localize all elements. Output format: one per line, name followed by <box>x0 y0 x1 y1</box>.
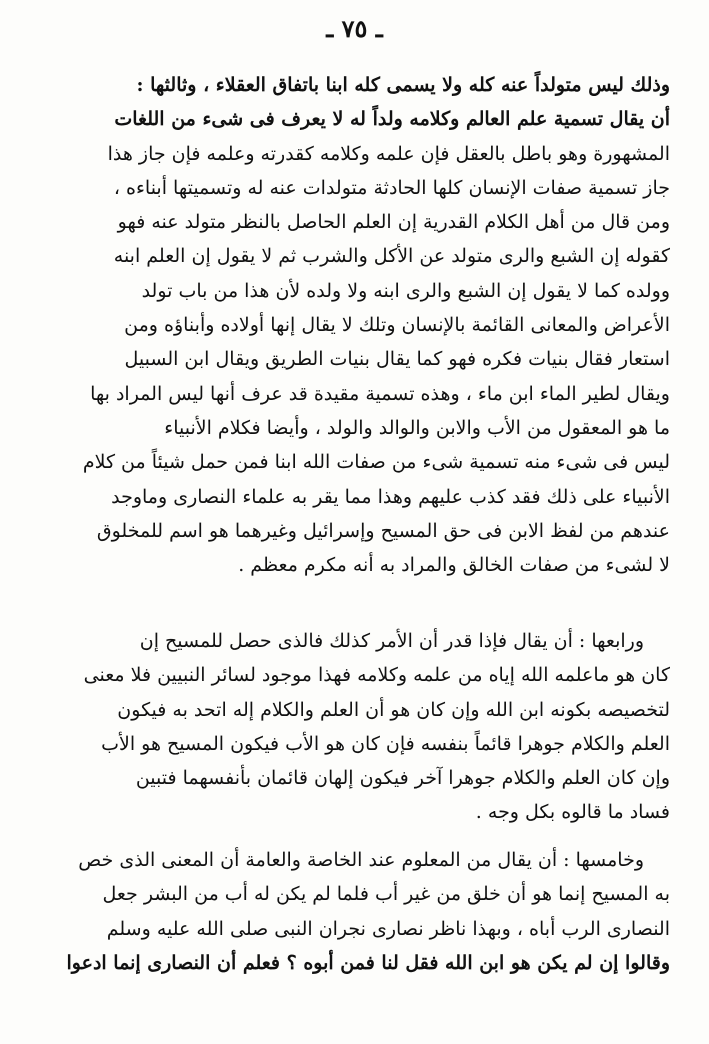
paragraph-fourth-argument <box>40 624 670 830</box>
text-line: لا لشىء من صفات الخالق والمراد به أنه مكرم معظم . <box>238 554 670 577</box>
page-number: ـ ٧٥ ـ <box>326 14 383 43</box>
text-line: ما هو المعقول من الأب والابن والوالد والولد ، وأيضا فكلام الأنبياء <box>164 416 670 439</box>
text-line: وذلك ليس متولداً عنه كله ولا يسمى كله ابنا باتفاق العقلاء ، وثالثها : <box>136 74 670 96</box>
text-line: ورابعها : أن يقال فإذا قدر أن الأمر كذلك فالذى حصل للمسيح إن <box>139 630 644 652</box>
text-line: ليس فى شىء منه تسمية شىء من صفات الله ابنا فمن حمل شيئاً من كلام <box>82 451 670 474</box>
text-line: العلم والكلام جوهرا قائماً بنفسه فإن كان هو الأب فيكون المسيح هو الأب <box>101 732 670 755</box>
text-line: وقالوا إن لم يكن هو ابن الله فقل لنا فمن أبوه ؟ فعلم أن النصارى إنما ادعوا <box>66 951 670 974</box>
text-line: وخامسها : أن يقال من المعلوم عند الخاصة والعامة أن المعنى الذى خص <box>78 849 644 871</box>
text-line: أن يقال تسمية علم العالم وكلامه ولداً له لا يعرف فى شىء من اللغات <box>114 108 670 131</box>
paragraph-fifth-argument <box>40 843 670 980</box>
text-line: المشهورة وهو باطل بالعقل فإن علمه وكلامه كقدرته وعلمه فإن جاز هذا <box>107 142 670 165</box>
text-line: لتخصيصه بكونه ابن الله وإن كان هو أن العلم والكلام إله اتحد به فيكون <box>117 698 670 721</box>
text-line: جاز تسمية صفات الإنسان كلها الحادثة متولدات عنه له وتسميتها أبناءه ، <box>113 176 670 199</box>
text-line: به المسيح إنما هو أن خلق من غير أب فلما لم يكن له أب من البشر جعل <box>102 883 670 906</box>
text-line: ومن قال من أهل الكلام القدرية إن العلم الحاصل بالنظر متولد عنه فهو <box>117 211 670 234</box>
text-line: فساد ما قالوه بكل وجه . <box>475 801 670 824</box>
text-line: عندهم من لفظ الابن فى حق المسيح وإسرائيل وغيرهما هو اسم للمخلوق <box>96 519 670 542</box>
text-line: كان هو ماعلمه الله إياه من علمه وكلامه فهذا موجود لسائر النبيين فلا معنى <box>83 664 670 687</box>
text-line: وولده كما لا يقول إن الشبع والرى ابنه ولا ولده لأن هذا من باب تولد <box>141 279 670 302</box>
text-line: كقوله إن الشبع والرى متولد عن الأكل والشرب ثم لا يقول إن العلم ابنه <box>113 245 670 268</box>
text-line: استعار فقال بنيات فكره فهو كما يقال بنيات الطريق ويقال ابن السبيل <box>124 348 670 371</box>
text-line: وإن كان العلم والكلام جوهرا آخر فيكون إلهان قائمان بأنفسهما فتبين <box>135 767 670 790</box>
text-line: الأعراض والمعانى القائمة بالإنسان وتلك لا يقال إنها أولاده وأبناؤه ومن <box>124 314 670 337</box>
text-line: الأنبياء على ذلك فقد كذب عليهم وهذا مما يقر به علماء النصارى وماوجد <box>111 485 670 508</box>
text-line: النصارى الرب أباه ، وبهذا ناظر نصارى نجران النبى صلى الله عليه وسلم <box>106 917 670 940</box>
text-line: ويقال لطير الماء ابن ماء ، وهذه تسمية مقيدة قد عرف أنها ليس المراد بها <box>90 382 670 405</box>
paragraph-third-argument <box>40 68 670 582</box>
